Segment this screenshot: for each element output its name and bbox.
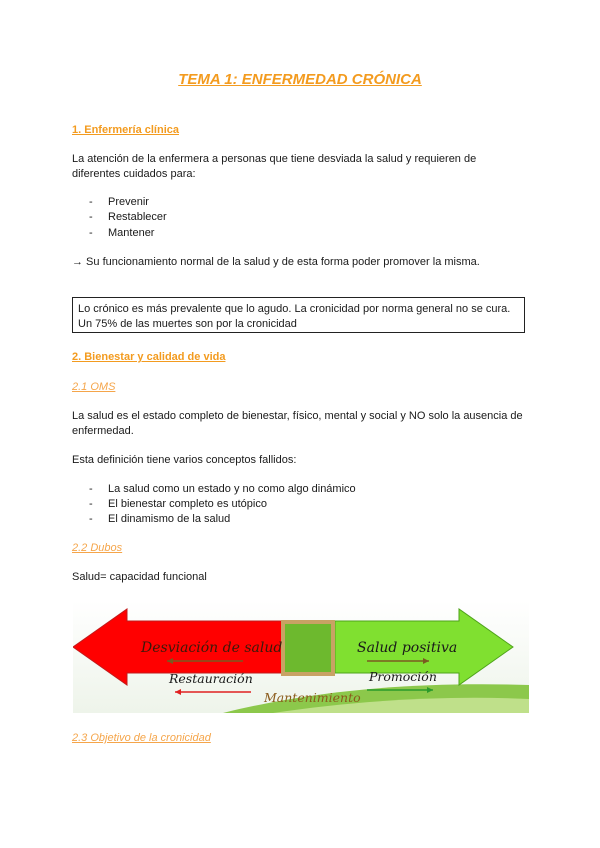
paragraph-atencion-line2: diferentes cuidados para: [72,168,196,180]
promocion-label: Promoción [369,669,437,684]
paragraph-oms-line1: La salud es el estado completo de bienestar, físico, mental y social y NO solo la ausencia de [72,410,523,422]
list-item: - Restablecer [89,211,167,223]
subsection-heading-objetivo: 2.3 Objetivo de la cronicidad [72,732,211,744]
list-item: - El dinamismo de la salud [89,513,231,525]
highlight-box-line2: Un 75% de las muertes son por la cronicidad [78,318,297,330]
highlight-box [72,297,525,333]
section-heading-bienestar: 2. Bienestar y calidad de vida [72,351,226,363]
list-item: - Mantener [89,227,155,239]
list-item: - Prevenir [89,196,149,208]
highlight-box-line1: Lo crónico es más prevalente que lo agudo. La cronicidad por norma general no se cura. [78,303,511,315]
section-heading-enfermeria: 1. Enfermería clínica [72,124,179,136]
desviacion-label: Desviación de salud [141,640,283,656]
list-item: - El bienestar completo es utópico [89,498,267,510]
list-item: - La salud como un estado y no como algo dinámico [89,483,356,495]
subsection-heading-oms: 2.1 OMS [72,381,116,393]
arrow-statement: → Su funcionamiento normal de la salud y de esta forma poder promover la misma. [72,256,480,268]
paragraph-dubos: Salud= capacidad funcional [72,571,207,583]
mantenimiento-label: Mantenimiento [264,690,361,705]
restauracion-label: Restauración [169,671,253,686]
subsection-heading-dubos: 2.2 Dubos [72,542,123,554]
page-title: TEMA 1: ENFERMEDAD CRÓNICA [178,71,422,88]
paragraph-oms-line2: enfermedad. [72,425,134,437]
health-continuum-diagram [73,601,529,713]
center-square [285,624,331,672]
salud-positiva-label: Salud positiva [357,640,458,656]
paragraph-atencion-line1: La atención de la enfermera a personas que tiene desviada la salud y requieren de [72,153,477,165]
paragraph-conceptos: Esta definición tiene varios conceptos fallidos: [72,454,297,466]
